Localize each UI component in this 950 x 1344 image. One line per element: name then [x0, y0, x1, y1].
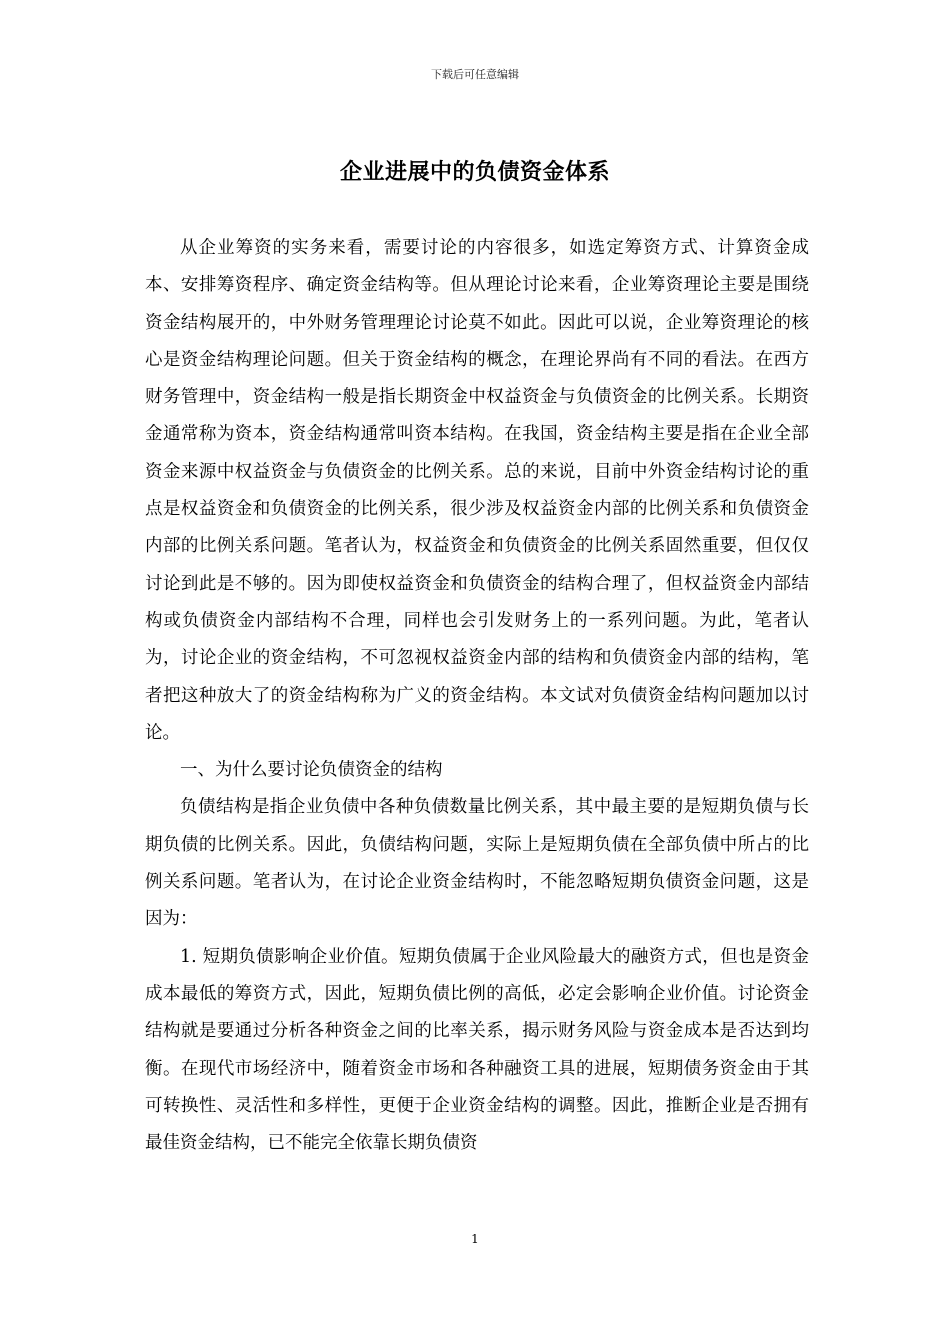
section-heading-1: 一、为什么要讨论负债资金的结构 [180, 760, 443, 781]
document-title: 企业进展中的负债资金体系 [339, 159, 610, 185]
page-number: 1 [471, 1232, 479, 1246]
document-body [145, 230, 809, 1162]
page-header: 下载后可任意编辑 [431, 68, 519, 81]
paragraph-point-1: 1. 短期负债影响企业价值。短期负债属于企业风险最大的融资方式，但也是资金成本最低的筹资方式，因此，短期负债比例的高低，必定会影响企业价值。讨论资金结构就是要通过分析各种资金之间的比率关系，揭示财务风险与资金成本是否达到均衡。在现代市场经济中，随着资金市场和各种融资工具的进展，短期债务资金由于其可转换性、灵活性和多样性，更便于企业资金结构的调整。因此，推断企业是否拥有最佳资金结构，已不能完全依靠长期负债资 [145, 946, 809, 1154]
paragraph-intro: 从企业筹资的实务来看，需要讨论的内容很多，如选定筹资方式、计算资金成本、安排筹资程序、确定资金结构等。但从理论讨论来看，企业筹资理论主要是围绕资金结构展开的，中外财务管理理论讨论莫不如此。因此可以说，企业筹资理论的核心是资金结构理论问题。但关于资金结构的概念，在理论界尚有不同的看法。在西方财务管理中，资金结构一般是指长期资金中权益资金与负债资金的比例关系。长期资金通常称为资本，资金结构通常叫资本结构。在我国，资金结构主要是指在企业全部资金来源中权益资金与负债资金的比例关系。总的来说，目前中外资金结构讨论的重点是权益资金和负债资金的比例关系，很少涉及权益资金内部的比例关系和负债资金内部的比例关系问题。笔者认为，权益资金和负债资金的比例关系固然重要，但仅仅讨论到此是不够的。因为即使权益资金和负债资金的结构合理了，但权益资金内部结构或负债资金内部结构不合理，同样也会引发财务上的一系列问题。为此，笔者认为，讨论企业的资金结构，不可忽视权益资金内部的结构和负债资金内部的结构，笔者把这种放大了的资金结构称为广义的资金结构。本文试对负债资金结构问题加以讨论。 [145, 238, 809, 743]
paragraph-debt-structure: 负债结构是指企业负债中各种负债数量比例关系，其中最主要的是短期负债与长期负债的比例关系。因此，负债结构问题，实际上是短期负债在全部负债中所占的比例关系问题。笔者认为，在讨论企业资金结构时，不能忽略短期负债资金问题，这是因为： [145, 797, 809, 930]
